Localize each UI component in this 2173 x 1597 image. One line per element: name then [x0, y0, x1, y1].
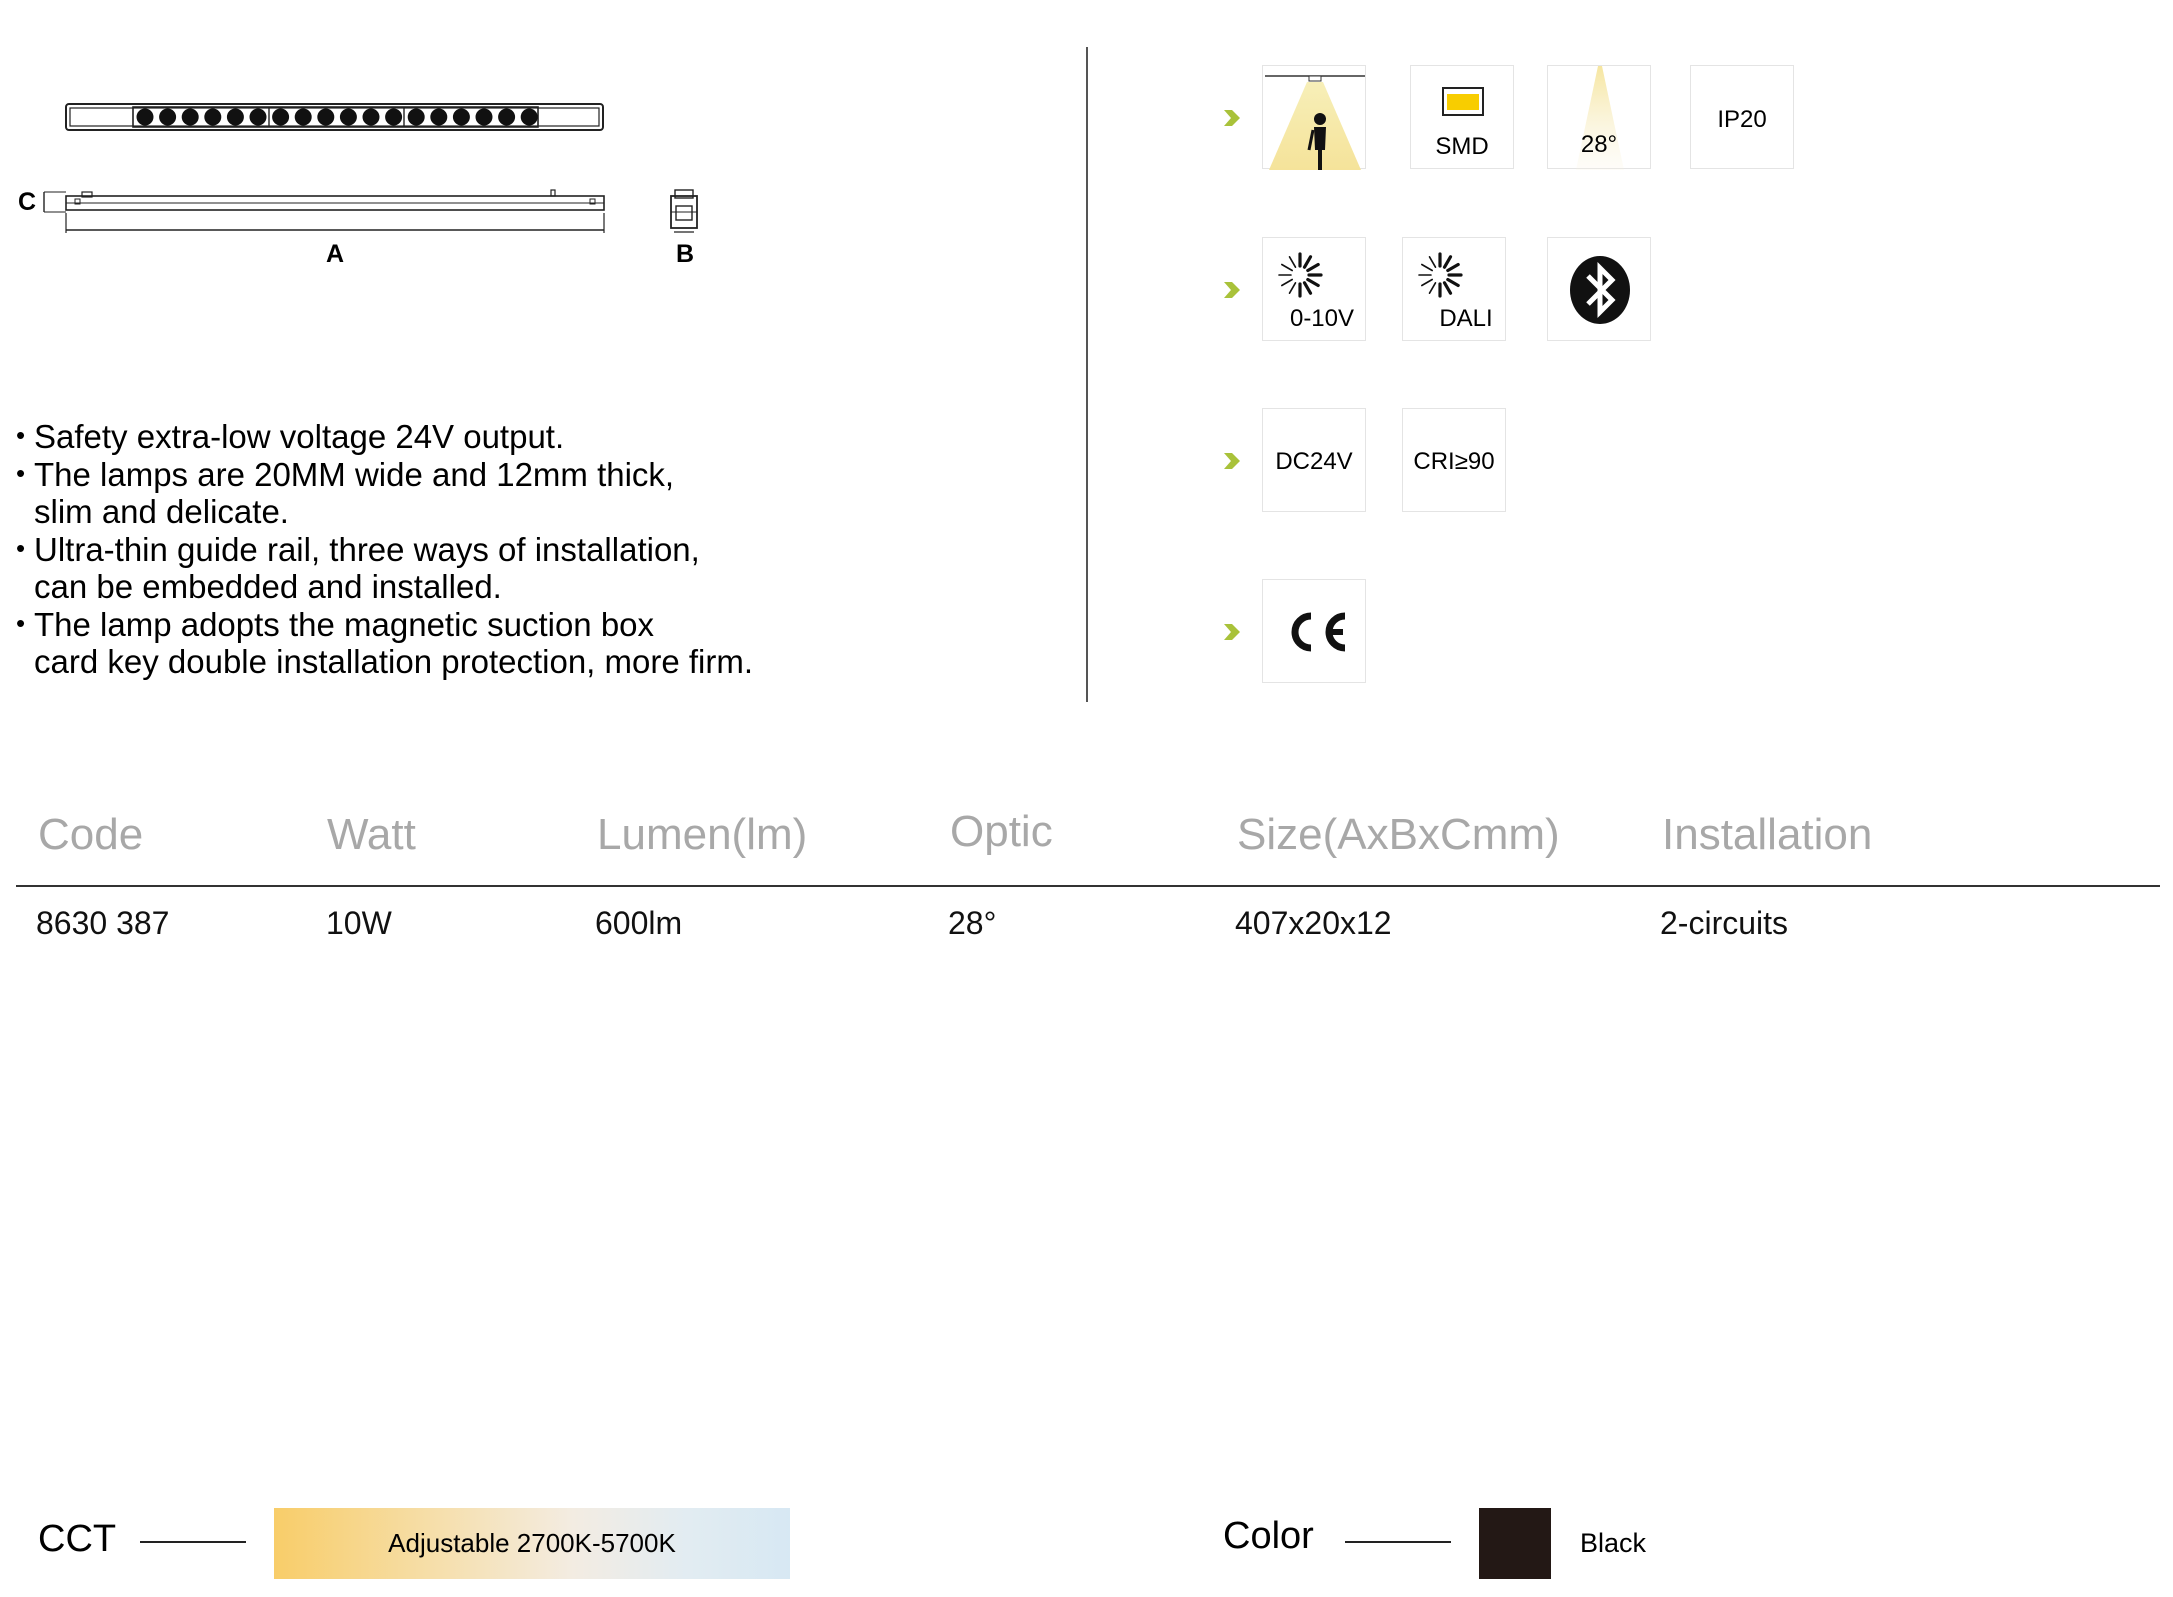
chevron-right-icon [1222, 621, 1244, 643]
cct-leader-line [140, 1541, 246, 1543]
column-header-watt: Watt [327, 810, 416, 859]
vertical-divider [1086, 47, 1088, 702]
beam-angle-icon [1547, 65, 1651, 169]
color-label: Color [1223, 1515, 1314, 1557]
cell-code: 8630 387 [36, 905, 170, 941]
cell-watt: 10W [326, 905, 392, 941]
table-divider [16, 885, 2160, 887]
color-name: Black [1580, 1528, 1647, 1558]
dimension-c-label: C [18, 188, 37, 216]
dimming-dali-label: DALI [1439, 305, 1493, 332]
smd-label: SMD [1435, 133, 1489, 160]
column-header-code: Code [38, 810, 144, 859]
dimmer-ray [1282, 280, 1292, 286]
dimmer-ray [1290, 257, 1296, 267]
cell-lumen: 600lm [595, 905, 683, 941]
dimmer-ray [1305, 283, 1311, 293]
voltage-icon [1262, 408, 1366, 512]
chevron-right-icon [1222, 450, 1244, 472]
color-leader-line [1345, 1541, 1451, 1543]
cct-gradient-bar [274, 1508, 790, 1579]
product-drawing [0, 0, 760, 280]
voltage-label: DC24V [1275, 448, 1353, 475]
bluetooth-icon [1547, 237, 1651, 341]
cri-label: CRI≥90 [1413, 448, 1495, 475]
dimming-010v-icon [1262, 237, 1366, 341]
track-light-icon [1262, 65, 1366, 169]
chevron-right-icon [1222, 107, 1244, 129]
feature-list [14, 418, 1014, 681]
feature-item: • The lamps are 20MM wide and 12mm thick, slim and delicate. [14, 456, 1014, 531]
dimmer-ray [1445, 283, 1451, 293]
dimmer-ray [1308, 265, 1318, 271]
feature-item: • Safety extra-low voltage 24V output. [14, 418, 1014, 456]
ip-rating-icon [1690, 65, 1794, 169]
cct-label: CCT [38, 1518, 117, 1560]
dimmer-ray [1305, 257, 1311, 267]
dimmer-ray [1282, 265, 1292, 271]
chevron-right-icon [1222, 279, 1244, 301]
dimmer-ray [1430, 283, 1436, 293]
column-header-lumen: Lumen(lm) [597, 810, 808, 859]
cell-optic: 28° [948, 905, 997, 941]
dimmer-ray [1430, 257, 1436, 267]
dimension-drawing [0, 0, 760, 280]
column-header-installation: Installation [1662, 810, 1873, 859]
dimmer-ray [1448, 265, 1458, 271]
dimmer-ray [1448, 280, 1458, 286]
dimension-b-label: B [676, 240, 695, 268]
dimension-a-label: A [326, 240, 345, 268]
dimmer-ray [1445, 257, 1451, 267]
column-header-size: Size(AxBxCmm) [1237, 810, 1560, 859]
cell-installation: 2-circuits [1660, 905, 1789, 941]
dimmer-ray [1422, 265, 1432, 271]
dimming-010v-label: 0-10V [1289, 305, 1355, 332]
dimmer-ray [1290, 283, 1296, 293]
dimmer-ray [1308, 280, 1318, 286]
feature-item: • The lamp adopts the magnetic suction box card key double installation protection, more firm. [14, 606, 1014, 681]
ip-rating-label: IP20 [1717, 106, 1767, 133]
cct-value: Adjustable 2700K-5700K [388, 1528, 676, 1558]
cri-icon [1402, 408, 1506, 512]
smd-chip-icon [1410, 65, 1514, 169]
dimmer-ray [1422, 280, 1432, 286]
feature-item: • Ultra-thin guide rail, three ways of installation, can be embedded and installed. [14, 531, 1014, 606]
column-header-optic: Optic [950, 807, 1053, 856]
beam-angle-label: 28° [1580, 131, 1618, 158]
color-swatch [1479, 1508, 1551, 1579]
dimming-dali-icon [1402, 237, 1506, 341]
ce-mark-icon [1262, 579, 1366, 683]
cell-size: 407x20x12 [1235, 905, 1392, 941]
